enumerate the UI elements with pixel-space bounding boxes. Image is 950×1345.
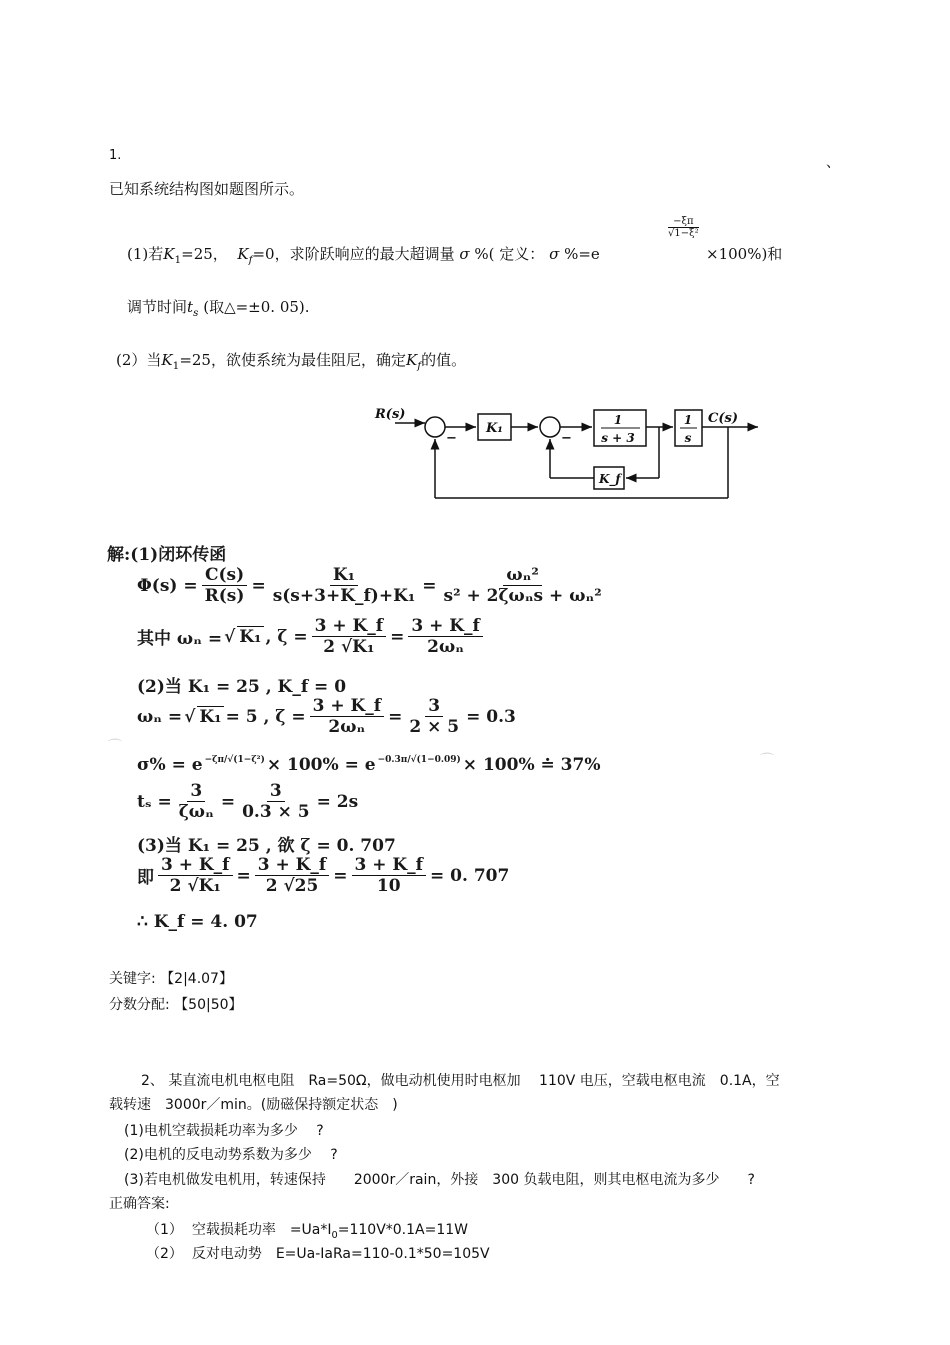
wn-sqrt: K₁ — [199, 707, 222, 728]
plant2-den: s — [684, 431, 692, 445]
case2-line: (2)当 K₁ = 25 , K_f = 0 — [137, 677, 347, 697]
phi-equation: Φ(s) = $\frac{C(s)}{R(s)}$ = $\frac{\text{K₁}}{\text{s(s+3+K\_f)+K₁}}$ = $\frac{\text{ωₙ²}}{\text{s² + 2ζωₙs + ωₙ²}}$ — [137, 565, 607, 607]
wn-result: = 0.3 — [466, 706, 516, 727]
summing-junction-2 — [540, 417, 560, 437]
where-equation: 其中 ωₙ = √ K₁ , ζ = $\frac{3 + K\_f}{\text{2 √K₁}}$ = $\frac{3 + K\_f}{\text{2ωₙ}}$ — [137, 616, 485, 658]
phi-frac3-den: s² + 2ζωₙs + ωₙ² — [443, 586, 602, 607]
where-zeta: , ζ = — [265, 626, 308, 647]
kf-label: K_f — [599, 472, 621, 486]
ji-f1-den: 2 √K₁ — [169, 876, 221, 897]
part1-sigma-formula: %=e — [564, 245, 600, 263]
answer-1-sub: 0 — [331, 1229, 338, 1241]
part1-line: (1)若$K_1=25$， $K_f=0$，求阶跃响应的最大超调量 σ %( 定义： σ %=e — [127, 245, 600, 266]
case3-line: (3)当 K₁ = 25 , 欲 ζ = 0. 707 — [137, 836, 396, 856]
sigma-exp1: −ζπ/√(1−ζ²) — [204, 755, 265, 765]
wn-f2-num: 3 — [425, 696, 443, 717]
part2-lead: (2）当 — [116, 351, 162, 369]
phi-frac1-num: C(s) — [202, 565, 247, 586]
answer-2 — [146, 1243, 490, 1263]
corner-mark: 、 — [826, 155, 840, 171]
part1-k1: =25， — [181, 245, 228, 263]
ts-lead: tₛ = — [137, 791, 172, 812]
wn-f1-den: 2ωₙ — [328, 717, 366, 738]
question-intro: 已知系统结构图如题图所示。 — [109, 180, 305, 198]
ji-result: = 0. 707 — [430, 865, 510, 886]
keywords-line: 关键字: 【2|4.07】 — [109, 971, 233, 987]
wn-equation: ωₙ = √ K₁ = 5 , ζ = $\frac{3 + K\_f}{\text{2ωₙ}}$ = $\frac{3}{2 \times 5}$ = 0.3 — [137, 696, 516, 738]
part2-tail: 的值。 — [421, 351, 467, 369]
q2-sub2: (2)电机的反电动势系数为多少 ? — [124, 1147, 338, 1163]
minus-sign-2: − — [561, 431, 572, 446]
part1-ts-note: (取△=±0. 05). — [203, 298, 310, 316]
part1-times: ×100% — [706, 245, 762, 263]
ts-f1-num: 3 — [187, 781, 205, 802]
part1-kf: =0，求阶跃响应的最大超调量 — [252, 245, 455, 263]
part1-cont: 调节时间$t_s$ (取△=±0. 05). — [127, 298, 310, 319]
input-label: R(s) — [375, 407, 406, 422]
part1-exponent-den: √1−ξ² — [668, 228, 699, 239]
k1-label: K₁ — [486, 421, 503, 436]
ts-f2-num: 3 — [267, 781, 285, 802]
q2-line2: 载转速 3000r／min。(励磁保持额定状态 ) — [109, 1097, 398, 1113]
ji-f3-den: 10 — [376, 876, 401, 897]
part1-lead: (1)若 — [127, 245, 164, 263]
ts-equation: tₛ = $\frac{3}{\text{ζωₙ}}$ = $\frac{3}{0.3 \times 5}$ = 2s — [137, 781, 359, 823]
ji-f2-den: 2 √25 — [265, 876, 319, 897]
wn-eq: = 5 , ζ = — [225, 706, 306, 727]
wn-f1-num: 3 + K_f — [310, 696, 385, 717]
where-f2-num: 3 + K_f — [408, 616, 483, 637]
q2-sub1: (1)电机空载损耗功率为多少 ? — [124, 1123, 324, 1139]
sigma-result: × 100% ≐ 37% — [462, 755, 601, 775]
phi-lhs: Φ(s) = — [137, 575, 198, 596]
sigma-mid: × 100% = e — [266, 755, 376, 775]
plant2-num: 1 — [683, 413, 693, 427]
phi-frac2-den: s(s+3+K_f)+K₁ — [272, 586, 416, 607]
plant1-den: s + 3 — [601, 431, 635, 445]
scores-line: 分数分配: 【50|50】 — [109, 997, 243, 1013]
part2-line: (2）当$K_1=25$，欲使系统为最佳阻尼，确定$K_f$的值。 — [116, 351, 467, 372]
phi-frac2-num: K₁ — [330, 565, 358, 586]
output-label: C(s) — [708, 411, 738, 426]
sigma-exp2: −0.3π/√(1−0.09) — [377, 755, 461, 765]
sigma-lead: σ% = e — [137, 755, 203, 775]
ji-lead: 即 — [137, 868, 154, 889]
answer-2-num: （2） — [146, 1246, 183, 1262]
plant1-num: 1 — [613, 413, 623, 427]
phi-frac3-num: ωₙ² — [503, 565, 541, 586]
ts-result: = 2s — [316, 791, 359, 812]
solution-heading: 解:(1)闭环传函 — [107, 545, 227, 565]
part1-exponent-num: −ξπ — [668, 216, 699, 228]
part1-exponent — [668, 216, 699, 239]
sigma-equation — [137, 755, 601, 775]
where-f1-num: 3 + K_f — [312, 616, 387, 637]
part1-definition: %( 定义： — [474, 245, 545, 263]
where-f1-den: 2 √K₁ — [323, 637, 375, 658]
answer-1-tail: =110V*0.1A=11W — [337, 1222, 469, 1238]
ji-f2-num: 3 + K_f — [255, 855, 330, 876]
ts-f2-den: 0.3 × 5 — [242, 802, 310, 823]
part1-tail — [706, 243, 782, 264]
wn-lead: ωₙ = — [137, 706, 183, 727]
q2-sub3: (3)若电机做发电机用，转速保持 2000r／rain，外接 300 负载电阻，则其电枢电流为多少 ? — [124, 1172, 755, 1188]
answer-1-text: 空载损耗功率 =Ua*I — [191, 1222, 332, 1238]
phi-frac1-den: R(s) — [204, 586, 245, 607]
answer-2-text: 反对电动势 E=Ua-IaRa=110-0.1*50=105V — [191, 1246, 490, 1262]
part2-text: =25，欲使系统为最佳阻尼，确定 — [179, 351, 406, 369]
scan-smudge-right: ⌒ — [760, 753, 774, 769]
where-lead: 其中 ωₙ = — [137, 629, 223, 650]
wn-f2-den: 2 × 5 — [409, 717, 460, 738]
block-diagram — [370, 395, 780, 510]
therefore-line: ∴ K_f = 4. 07 — [137, 912, 258, 932]
ji-f3-num: 3 + K_f — [352, 855, 427, 876]
ji-f1-num: 3 + K_f — [158, 855, 233, 876]
part1-cont-text: 调节时间 — [127, 298, 188, 316]
ji-equation: 即 $\frac{3 + K\_f}{\text{2 √K₁}}$ = $\frac{3 + K\_f}{2 √25}$ = $\frac{3 + K\_f}{10}$ = 0. 707 — [137, 855, 510, 897]
minus-sign-1: − — [446, 431, 457, 446]
ts-f1-den: ζωₙ — [178, 802, 214, 823]
where-sqrt: K₁ — [239, 627, 262, 648]
answer-label: 正确答案: — [109, 1196, 170, 1212]
summing-junction-1 — [425, 417, 445, 437]
answer-1 — [146, 1219, 468, 1241]
answer-1-num: （1） — [146, 1222, 183, 1238]
q2-line1: 2、 某直流电机电枢电阻 Ra=50Ω，做电动机使用时电枢加 110V 电压，空载电枢电流 0.1A，空 — [141, 1073, 780, 1089]
scan-smudge-left: ⌒ — [108, 739, 122, 755]
part1-and: )和 — [761, 245, 783, 263]
question-number: 1. — [109, 148, 122, 163]
where-f2-den: 2ωₙ — [427, 637, 465, 658]
